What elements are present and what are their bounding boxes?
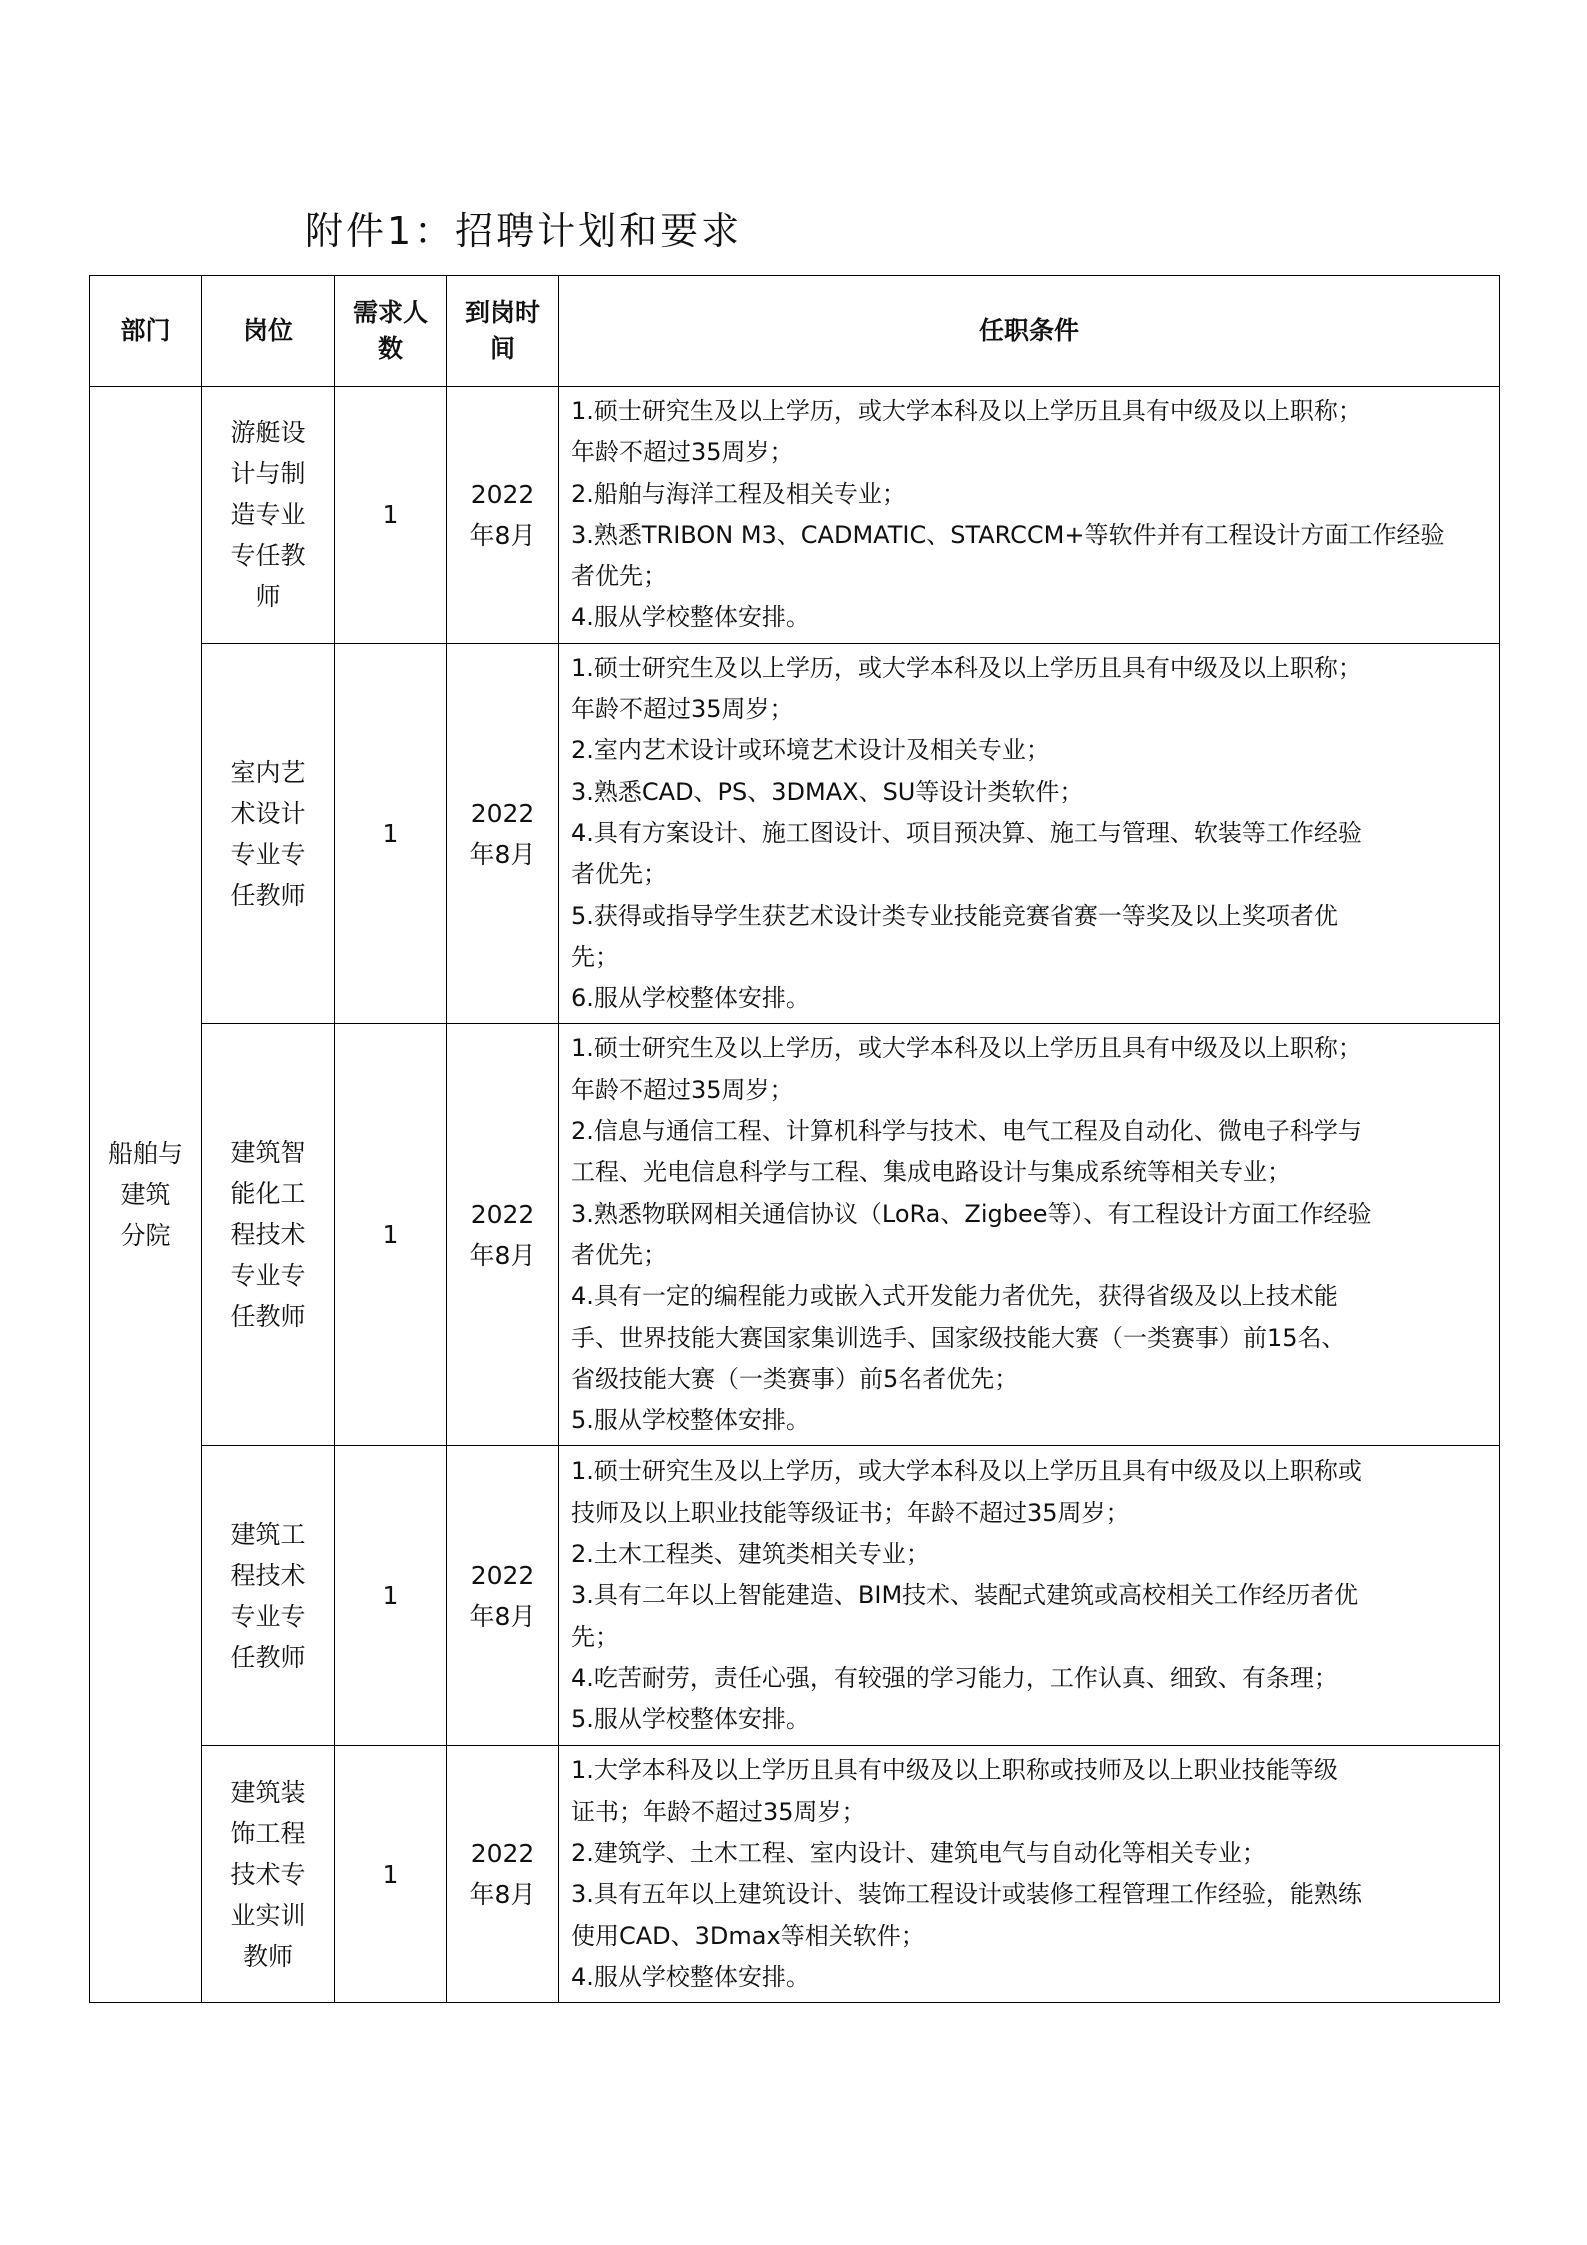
count-cell: 1 bbox=[335, 1746, 447, 2003]
date-cell: 2022 年8月 bbox=[447, 1024, 559, 1446]
post-cell: 建筑工 程技术 专业专 任教师 bbox=[202, 1446, 335, 1746]
requirements-cell: 1.大学本科及以上学历且具有中级及以上职称或技师及以上职业技能等级 证书；年龄不超过35周岁； 2.建筑学、土木工程、室内设计、建筑电气与自动化等相关专业； 3.具有五年以上建筑设计、装饰工程设计或装修工程管理工作经验，能熟练 使用CAD、3Dmax等相关软件； 4.服从学校整体安排。 bbox=[559, 1746, 1500, 2003]
post-cell: 建筑智 能化工 程技术 专业专 任教师 bbox=[202, 1024, 335, 1446]
header-dept: 部门 bbox=[90, 276, 202, 387]
count-cell: 1 bbox=[335, 1024, 447, 1446]
recruitment-table bbox=[89, 275, 1500, 2003]
post-cell: 建筑装 饰工程 技术专 业实训 教师 bbox=[202, 1746, 335, 2003]
page-title: 附件1：招聘计划和要求 bbox=[305, 209, 743, 253]
date-cell: 2022 年8月 bbox=[447, 1446, 559, 1746]
requirements-cell: 1.硕士研究生及以上学历，或大学本科及以上学历且具有中级及以上职称； 年龄不超过35周岁； 2.室内艺术设计或环境艺术设计及相关专业； 3.熟悉CAD、PS、3DMAX、SU等设计类软件； 4.具有方案设计、施工图设计、项目预决算、施工与管理、软装等工作经验 者优先； 5.获得或指导学生获艺术设计类专业技能竞赛省赛一等奖及以上奖项者优 先； 6.服从学校整体安排。 bbox=[559, 643, 1500, 1024]
date-cell: 2022 年8月 bbox=[447, 387, 559, 644]
date-cell: 2022 年8月 bbox=[447, 643, 559, 1024]
requirements-cell: 1.硕士研究生及以上学历，或大学本科及以上学历且具有中级及以上职称或 技师及以上职业技能等级证书；年龄不超过35周岁； 2.土木工程类、建筑类相关专业； 3.具有二年以上智能建造、BIM技术、装配式建筑或高校相关工作经历者优 先； 4.吃苦耐劳，责任心强，有较强的学习能力，工作认真、细致、有条理； 5.服从学校整体安排。 bbox=[559, 1446, 1500, 1746]
header-post: 岗位 bbox=[202, 276, 335, 387]
post-cell: 室内艺 术设计 专业专 任教师 bbox=[202, 643, 335, 1024]
header-count: 需求人 数 bbox=[335, 276, 447, 387]
table-row bbox=[90, 1024, 1500, 1446]
table-row bbox=[90, 1446, 1500, 1746]
date-cell: 2022 年8月 bbox=[447, 1746, 559, 2003]
header-date: 到岗时 间 bbox=[447, 276, 559, 387]
count-cell: 1 bbox=[335, 643, 447, 1024]
table-header-row bbox=[90, 276, 1500, 387]
post-cell: 游艇设 计与制 造专业 专任教 师 bbox=[202, 387, 335, 644]
table-row bbox=[90, 387, 1500, 644]
count-cell: 1 bbox=[335, 1446, 447, 1746]
requirements-cell: 1.硕士研究生及以上学历，或大学本科及以上学历且具有中级及以上职称； 年龄不超过35周岁； 2.船舶与海洋工程及相关专业； 3.熟悉TRIBON M3、CADMATIC、STARCCM+等软件并有工程设计方面工作经验 者优先； 4.服从学校整体安排。 bbox=[559, 387, 1500, 644]
table-row bbox=[90, 643, 1500, 1024]
count-cell: 1 bbox=[335, 387, 447, 644]
requirements-cell: 1.硕士研究生及以上学历，或大学本科及以上学历且具有中级及以上职称； 年龄不超过35周岁； 2.信息与通信工程、计算机科学与技术、电气工程及自动化、微电子科学与 工程、光电信息科学与工程、集成电路设计与集成系统等相关专业； 3.熟悉物联网相关通信协议（LoRa、Zigbee等）、有工程设计方面工作经验 者优先； 4.具有一定的编程能力或嵌入式开发能力者优先，获得省级及以上技术能 手、世界技能大赛国家集训选手、国家级技能大赛（一类赛事）前15名、 省级技能大赛（一类赛事）前5名者优先； 5.服从学校整体安排。 bbox=[559, 1024, 1500, 1446]
header-requirements: 任职条件 bbox=[559, 276, 1500, 387]
table-row bbox=[90, 1746, 1500, 2003]
department-cell: 船舶与 建筑 分院 bbox=[90, 387, 202, 2003]
